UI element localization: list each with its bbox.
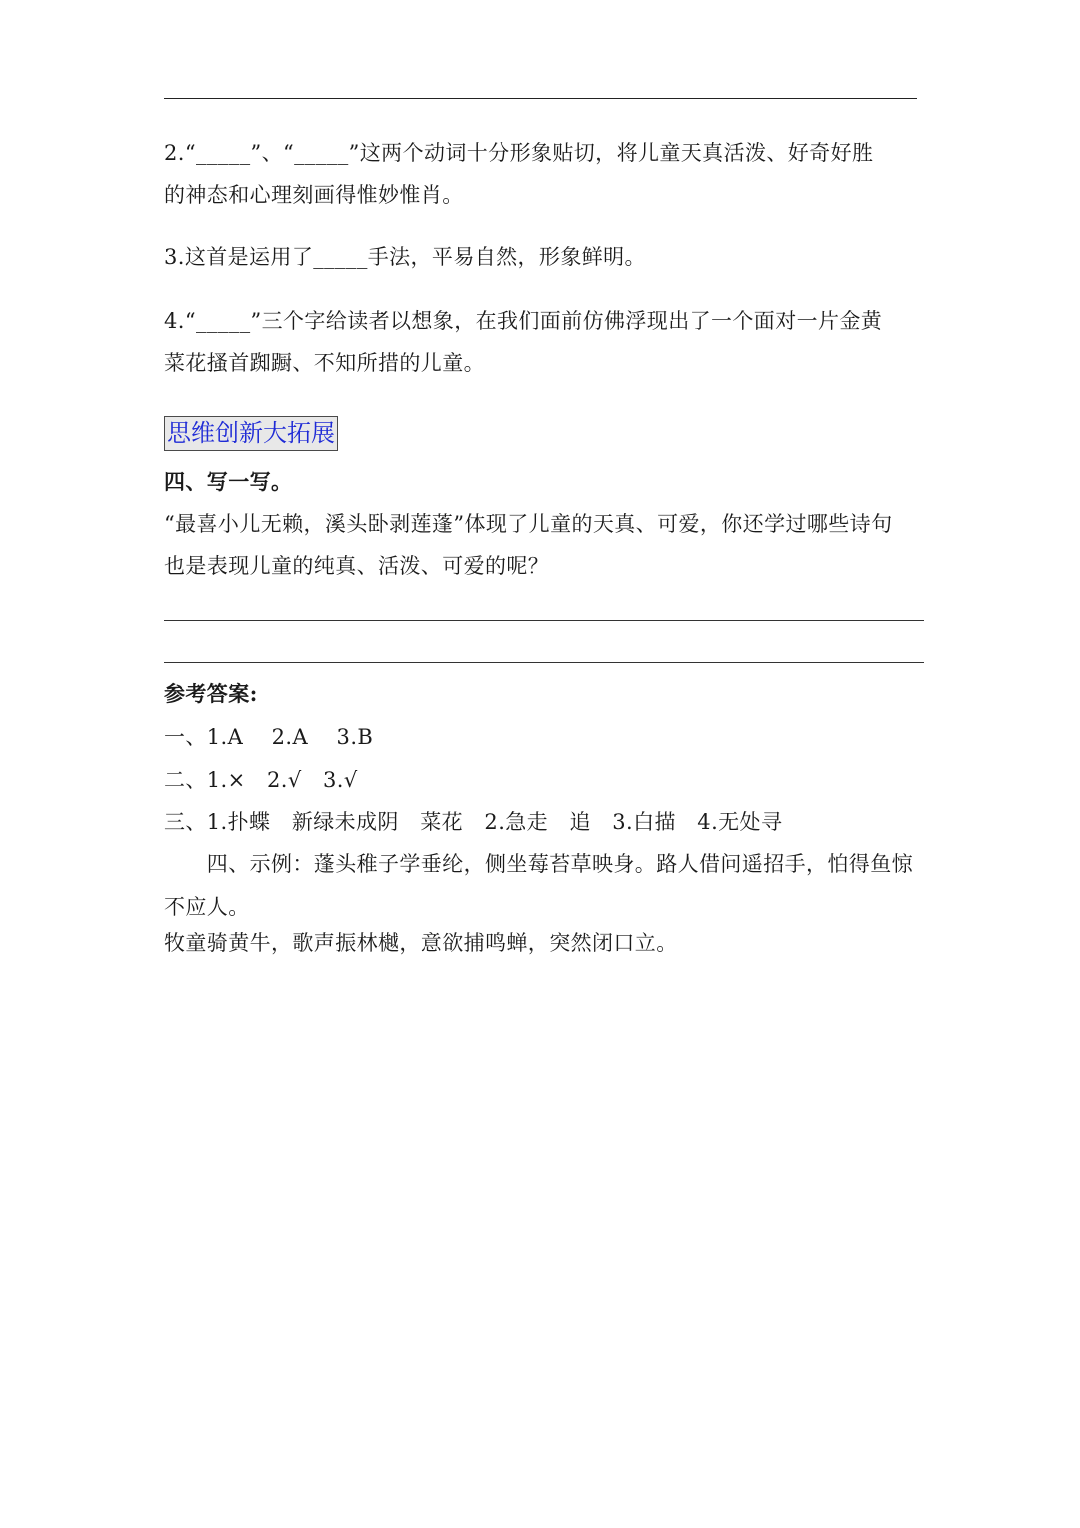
answers-part-2: 二、1.× 2.√ 3.√ [164, 768, 358, 792]
answers-part-4-line-3: 牧童骑黄牛，歌声振林樾，意欲捕鸣蝉，突然闭口立。 [164, 931, 678, 955]
section-title-badge: 思维创新大拓展 [164, 416, 338, 451]
question-4-line-2: 菜花搔首踟蹰、不知所措的儿童。 [164, 351, 485, 375]
part-4-heading: 四、写一写。 [164, 469, 293, 494]
question-4-line-1: 4.“_____”三个字给读者以想象，在我们面前仿佛浮现出了一个面对一片金黄 [164, 309, 883, 333]
part-4-prompt-line-2: 也是表现儿童的纯真、活泼、可爱的呢？ [164, 554, 550, 578]
part-4-prompt-line-1: “最喜小儿无赖，溪头卧剥莲蓬”体现了儿童的天真、可爱，你还学过哪些诗句 [164, 512, 893, 536]
answers-heading: 参考答案: [164, 681, 258, 706]
answers-part-3: 三、1.扑蝶 新绿未成阴 菜花 2.急走 追 3.白描 4.无处寻 [164, 810, 783, 834]
question-3: 3.这首是运用了_____手法，平易自然，形象鲜明。 [164, 245, 646, 269]
question-2-line-1: 2.“_____”、“_____”这两个动词十分形象贴切，将儿童天真活泼、好奇好胜 [164, 141, 874, 165]
answers-part-4-line-2: 不应人。 [164, 895, 250, 919]
question-2-line-2: 的神态和心理刻画得惟妙惟肖。 [164, 183, 464, 207]
answers-part-4-line-1: 四、示例：蓬头稚子学垂纶，侧坐莓苔草映身。路人借问遥招手，怕得鱼惊 [164, 852, 913, 876]
header-rule [164, 98, 917, 99]
answers-part-1: 一、1.A 2.A 3.B [164, 725, 374, 749]
answer-writing-line-2 [164, 662, 924, 664]
answer-writing-line-1 [164, 620, 924, 622]
